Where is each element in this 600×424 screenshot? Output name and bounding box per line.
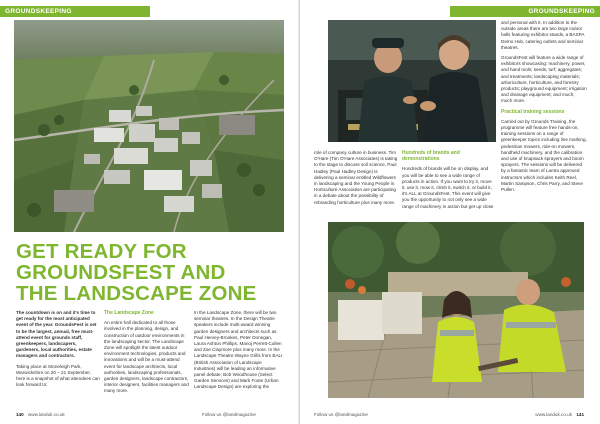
headline-line-3: THE LANDSCAPE ZONE <box>16 282 257 305</box>
folio-right <box>535 412 584 417</box>
exhibitors-paragraph: GroundsFest will feature a wide range of exhibitors showcasing: machinery, power, and hand tools; seeds; turf; aggregates; and treatments; landscaping materials; arboriculture, horticulture, and forestry products; playground equipment; irrigation and drainage equipment; and much, much more. <box>501 55 587 104</box>
left-column-3 <box>194 310 284 395</box>
subhead-brands: Hundreds of brands and demonstrations <box>402 150 460 163</box>
halls-paragraph: and personal with it. In addition to the outside areas there are two large indoor halls featuring exhibitor stands, a BASPA Demo Hub, catering outlets and seminar theatres. <box>501 20 585 50</box>
right-column-2 <box>402 150 494 214</box>
section-tag-left: GROUNDSKEEPING <box>0 6 150 17</box>
folio-left <box>16 412 65 417</box>
landscape-zone-paragraph: An entire hall dedicated to all those involved in the planning, design, and construction of outdoor environments in the landscaping sector. The Landscape Zone will spotlight the latest outdoor environment technologies, products and innovations and will be a must-attend event for landscape architects, local authorities, landscaping professionals, garden designers, landscape contractors, interior designers, facilities managers and many more. <box>104 320 189 394</box>
headline <box>16 241 286 304</box>
folio-url-left: www.landuk.co.uk <box>27 412 65 417</box>
subhead-training: Practical training sessions <box>501 108 565 115</box>
aerial-venue-photo <box>14 20 284 232</box>
section-tag-right: GROUNDSKEEPING <box>450 6 600 17</box>
left-column-2 <box>104 310 190 399</box>
folio-url-right: www.landuk.co.uk <box>535 412 573 417</box>
brands-paragraph: Hundreds of brands will be on display, and you will be able to see a wide range of products in action. If you want to try it, move it, use it, mow it, climb it, switch it, or build it, it's ALL at GroundsFest. This event will give you the opportunity to not only see a wide range of machinery in action but get up close <box>402 166 494 209</box>
landscaping-workers-photo <box>328 222 584 398</box>
speakers-paragraph: role of company culture in business. Tim O'Hare (Tim O'Hare Associates) is taking to the stage to discuss soil science. Paul Hadley (Paul Hadley Design) is delivering a seminar entitled Wildflowers in landscaping and the Young People in Horticulture Association are participating in a debate about the possibility of rebranding horticulture plus many more. <box>314 150 398 205</box>
intro-paragraph: The countdown is on and it's time to get ready for the most anticipated event of the year. GroundsFest is set to be the largest, annual, free must-attend event for grounds staff, greenkeepers, landscapers, gardeners, local authorities, estate managers and contractors. <box>16 310 97 359</box>
folio-social-right: Follow us @landmagazine <box>314 412 368 417</box>
venue-paragraph: Taking place at Stoneleigh Park, Warwickshire on 20 – 21 September, here is a snapshot of what attendees can look forward to: <box>16 363 100 388</box>
page-number-right: 141 <box>576 412 584 417</box>
seminar-paragraph: In the Landscape Zone, there will be two seminar theatres. In the Design Theatre speakers include multi-award winning garden designers and architects such as Paul Hervey-Brookes, Peter Donegan, Laura Ashton Phillips, Manoj Perrett-Cullen and Zoe Claymore plus many more. In the Landscape Theatre Wayne Grills from BALI (British Association of Landscape Industries) will be leading an informative panel debate; Bob Woodhouse (Select Garden Services) and Mark Foote (Urban Landscape Design) are exploring the <box>194 310 283 390</box>
right-column-1 <box>314 150 398 210</box>
right-column-3 <box>501 20 587 197</box>
headline-line-1: GET READY FOR <box>16 240 187 263</box>
folio-social-left: Follow us @landmagazine <box>202 412 256 417</box>
left-column-1 <box>16 310 100 392</box>
headline-line-2: GROUNDSFEST AND <box>16 261 226 284</box>
machinery-inspection-photo <box>328 20 496 142</box>
page-number-left: 140 <box>16 412 24 417</box>
subhead-landscape-zone: The Landscape Zone <box>104 310 154 316</box>
training-paragraph: Carried out by Grounds Training, the programme will feature free hands-on, training sessions on a range of greenkeeper topics including line marking, pedestrian mowers, ride-on mowers, handheld machinery, and the calibration and use of knapsack sprayers and boom sprayers. The sessions will be delivered by a fantastic team of Lantra approved instructors which includes Keith Reel, Martin Sampson, Chris Parry, and Steve Pullen. <box>501 118 587 193</box>
